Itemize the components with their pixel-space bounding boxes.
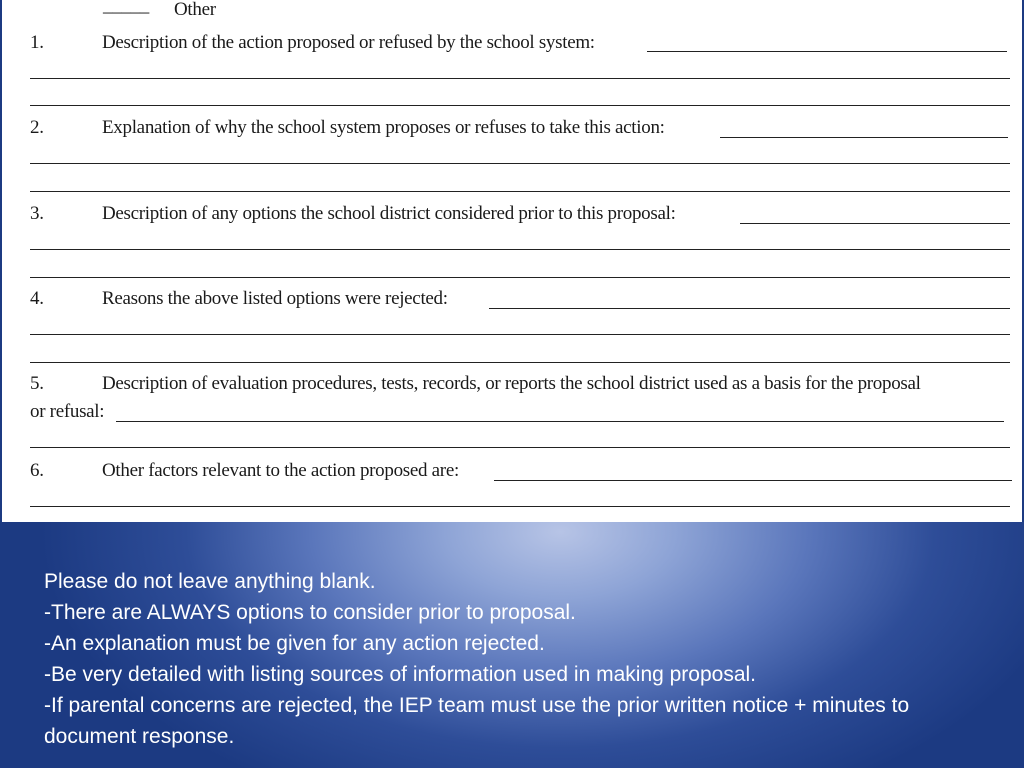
item-5-blank-line[interactable] bbox=[30, 447, 1010, 448]
item-4-blank-line[interactable] bbox=[30, 362, 1010, 363]
item-5-label: Description of evaluation procedures, tests, records, or reports the school district used as a basis for the proposal bbox=[102, 373, 921, 394]
item-5-blank-line[interactable] bbox=[116, 421, 1004, 422]
item-3-label: Description of any options the school district considered prior to this proposal: bbox=[102, 203, 676, 224]
item-4-label: Reasons the above listed options were rejected: bbox=[102, 288, 448, 309]
item-2-label: Explanation of why the school system proposes or refuses to take this action: bbox=[102, 117, 665, 138]
note-line: -If parental concerns are rejected, the IEP team must use the prior written notice + minutes to document response. bbox=[44, 694, 910, 748]
item-1-number: 1. bbox=[30, 32, 44, 53]
item-6-blank-line[interactable] bbox=[494, 480, 1012, 481]
item-4-blank-line[interactable] bbox=[30, 334, 1010, 335]
item-6-blank-line[interactable] bbox=[30, 506, 1010, 507]
item-3-number: 3. bbox=[30, 203, 44, 224]
other-blank: _____ bbox=[103, 0, 150, 16]
item-4-blank-line[interactable] bbox=[489, 308, 1010, 309]
notes-text bbox=[44, 566, 1004, 752]
note-line: -There are ALWAYS options to consider prior to proposal. bbox=[44, 601, 576, 624]
item-5-continuation: or refusal: bbox=[30, 401, 105, 422]
item-1-blank-line[interactable] bbox=[30, 105, 1010, 106]
item-5-number: 5. bbox=[30, 373, 44, 394]
item-2-blank-line[interactable] bbox=[30, 163, 1010, 164]
item-2-number: 2. bbox=[30, 117, 44, 138]
item-1-blank-line[interactable] bbox=[30, 78, 1010, 79]
item-2-blank-line[interactable] bbox=[720, 137, 1008, 138]
other-label: Other bbox=[174, 0, 216, 20]
item-6-number: 6. bbox=[30, 460, 44, 481]
item-2-blank-line[interactable] bbox=[30, 191, 1010, 192]
note-line: Please do not leave anything blank. bbox=[44, 570, 376, 593]
item-3-blank-line[interactable] bbox=[30, 249, 1010, 250]
item-3-blank-line[interactable] bbox=[740, 223, 1010, 224]
notes-panel bbox=[0, 522, 1024, 768]
item-3-blank-line[interactable] bbox=[30, 277, 1010, 278]
note-line: -Be very detailed with listing sources of information used in making proposal. bbox=[44, 663, 757, 686]
item-1-label: Description of the action proposed or refused by the school system: bbox=[102, 32, 595, 53]
item-6-label: Other factors relevant to the action proposed are: bbox=[102, 460, 459, 481]
note-line: -An explanation must be given for any action rejected. bbox=[44, 632, 545, 655]
item-1-blank-line[interactable] bbox=[647, 51, 1007, 52]
item-4-number: 4. bbox=[30, 288, 44, 309]
